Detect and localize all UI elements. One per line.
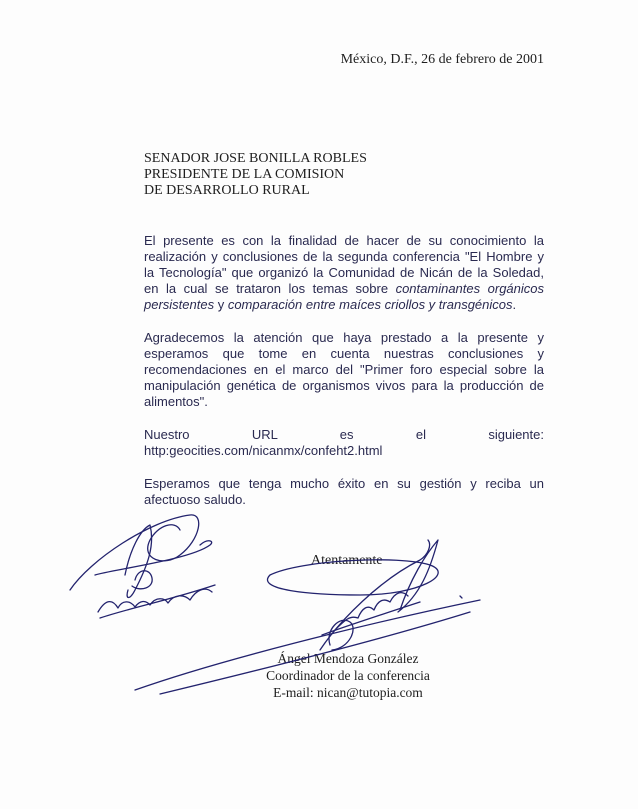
right-signature-loop-small <box>329 620 353 650</box>
right-signature-cross <box>322 602 420 635</box>
recipient-line-3: DE DESARROLLO RURAL <box>144 183 310 198</box>
signer-name: Ángel Mendoza González <box>277 651 419 666</box>
left-signature-scribble <box>98 589 212 612</box>
paragraph-2: Agradecemos la atención que haya prestado a la presente y esperamos que tome en cuenta nuestras conclusiones y recomendaciones en el marco del "Primer foro especial sobre la manipulación genética de organismos vivos para la producción de alimentos". <box>144 330 544 409</box>
closing-line: Atentamente <box>311 553 383 568</box>
paragraph-4: Esperamos que tenga mucho éxito en su gestión y reciba un afectuoso saludo. <box>144 476 544 507</box>
left-signature-underline <box>100 585 215 618</box>
paragraph-1-italic-a: contaminantes orgánicos persistentes <box>144 281 545 312</box>
signer-block <box>258 650 438 701</box>
recipient-line-2: PRESIDENTE DE LA COMISION <box>144 167 345 182</box>
left-signature-initial <box>132 571 152 589</box>
right-signature-zigzag <box>335 593 408 630</box>
paragraph-1-text-c: . <box>512 297 517 312</box>
paragraph-1-text-a: El presente es con la finalidad de hacer de su conocimiento la realización y conclusiones de la segunda conferencia "El Hombre y la Tecnología" que organizó la Comunidad de Nicán de la Soledad, en la cual se trataron los temas sobre <box>144 233 544 296</box>
left-signature-loop <box>70 515 199 590</box>
paragraph-3-url: Nuestro URL es el siguiente: http:geocities.com/nicanmx/confeht2.html <box>144 427 544 458</box>
left-signature-stroke-a <box>125 525 152 598</box>
recipient-block <box>144 151 367 199</box>
date-line: México, D.F., 26 de febrero de 2001 <box>340 52 544 67</box>
recipient-line-1: SENADOR JOSE BONILLA ROBLES <box>144 151 367 166</box>
paragraph-1-text-b: y <box>214 297 228 312</box>
signer-email: E-mail: nican@tutopia.com <box>273 685 423 700</box>
left-signature-swoop <box>95 541 212 575</box>
paragraph-1 <box>144 233 544 313</box>
letter-body <box>144 233 544 508</box>
signer-title: Coordinador de la conferencia <box>266 668 430 683</box>
paragraph-1-italic-b: comparación entre maíces criollos y transgénicos <box>227 297 513 312</box>
right-signature-tall-stroke-b <box>398 540 438 612</box>
right-signature-dot <box>460 596 462 598</box>
